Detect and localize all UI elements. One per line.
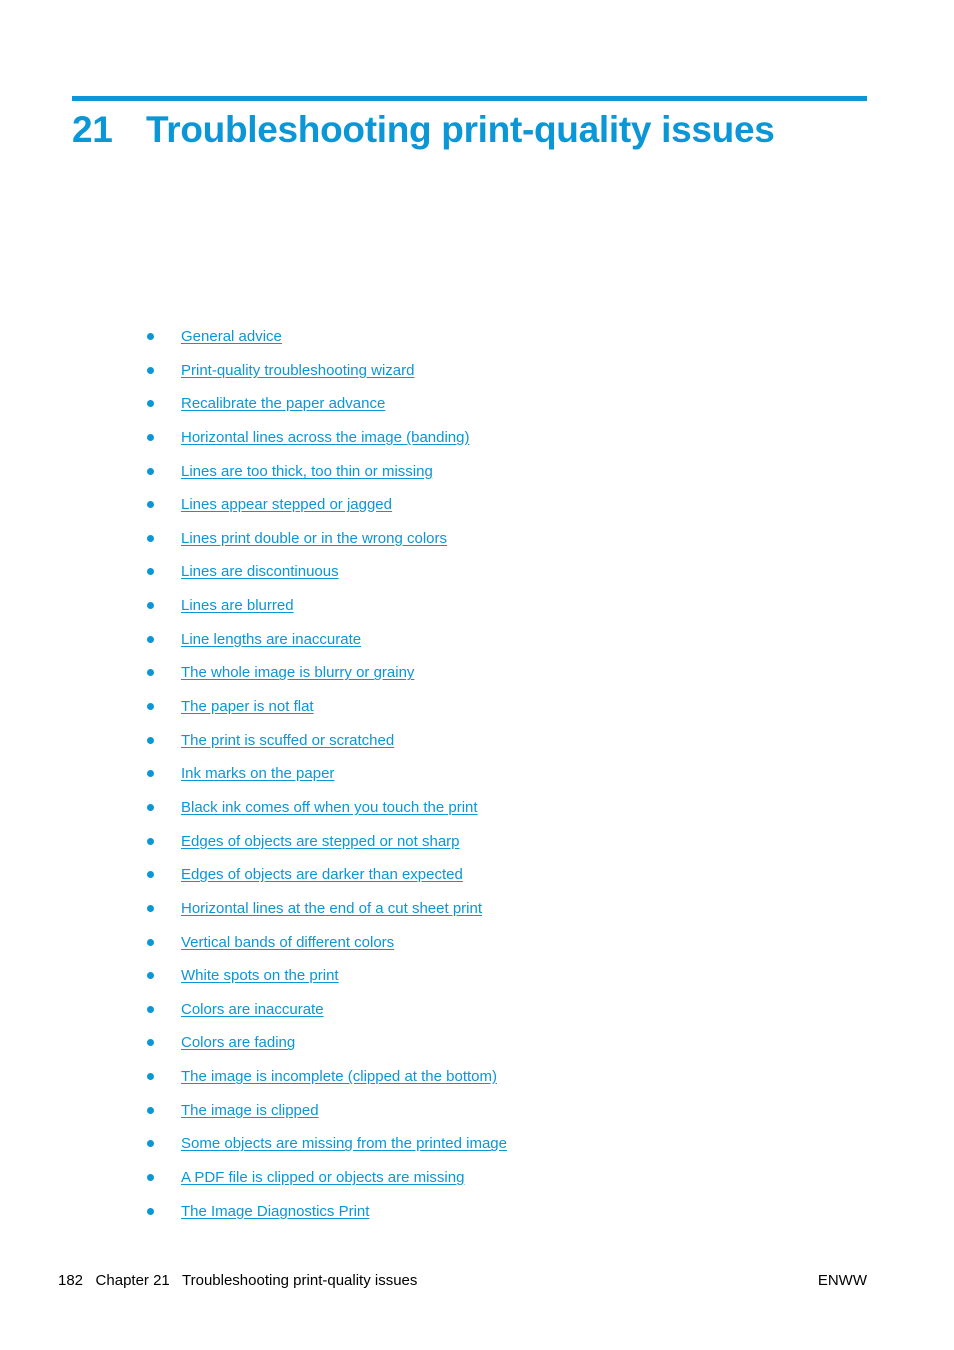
bullet-icon [147,804,154,811]
bullet-icon [147,1208,154,1215]
toc-link[interactable]: Lines are discontinuous [181,563,339,581]
toc-link[interactable]: Print-quality troubleshooting wizard [181,361,415,379]
toc-link[interactable]: Colors are fading [181,1034,296,1052]
bullet-icon [147,636,154,643]
bullet-icon [147,1140,154,1147]
toc-link[interactable]: The whole image is blurry or grainy [181,664,415,682]
chapter-title: Troubleshooting print-quality issues [146,109,775,150]
bullet-icon [147,939,154,946]
bullet-icon [147,602,154,609]
page-footer [58,1270,867,1292]
toc-link[interactable]: Edges of objects are darker than expected [181,866,463,884]
toc-link[interactable]: Lines are blurred [181,597,294,615]
bullet-icon [147,400,154,407]
toc-link[interactable]: Colors are inaccurate [181,1000,324,1018]
chapter-top-rule [72,96,867,101]
toc-link[interactable]: Lines print double or in the wrong colors [181,529,447,547]
bullet-icon [147,871,154,878]
bullet-icon [147,468,154,475]
bullet-icon [147,972,154,979]
bullet-icon [147,703,154,710]
footer-chapter-label: Chapter 21 [95,1272,170,1289]
toc-link[interactable]: Ink marks on the paper [181,765,335,783]
toc-link[interactable]: The image is incomplete (clipped at the bottom) [181,1068,497,1086]
toc-link[interactable]: The print is scuffed or scratched [181,731,395,749]
chapter-number: 21 [72,109,113,150]
bullet-icon [147,905,154,912]
toc-link[interactable]: Edges of objects are stepped or not sharp [181,832,460,850]
toc-link[interactable]: Some objects are missing from the printed image [181,1135,507,1153]
footer-page-number: 182 [58,1272,84,1289]
bullet-icon [147,568,154,575]
bullet-icon [147,367,154,374]
bullet-icon [147,501,154,508]
bullet-icon [147,1006,154,1013]
toc-link[interactable]: A PDF file is clipped or objects are missing [181,1169,465,1187]
bullet-icon [147,770,154,777]
bullet-icon [147,434,154,441]
bullet-icon [147,838,154,845]
bullet-icon [147,1039,154,1046]
toc-link[interactable]: White spots on the print [181,967,339,985]
bullet-icon [147,1107,154,1114]
footer-chapter-title: Troubleshooting print-quality issues [182,1272,418,1289]
bullet-icon [147,669,154,676]
footer-left [58,1270,417,1292]
toc-link[interactable]: Line lengths are inaccurate [181,630,362,648]
toc-link[interactable]: The Image Diagnostics Print [181,1202,370,1220]
bullet-icon [147,333,154,340]
toc-link[interactable]: Lines appear stepped or jagged [181,496,392,514]
bullet-icon [147,1174,154,1181]
bullet-icon [147,737,154,744]
toc-link[interactable]: Vertical bands of different colors [181,933,395,951]
bullet-icon [147,1073,154,1080]
toc-link[interactable]: The paper is not flat [181,698,314,716]
toc-link[interactable]: Horizontal lines at the end of a cut sheet print [181,899,483,917]
toc-link[interactable]: Horizontal lines across the image (banding) [181,428,470,446]
toc-link[interactable]: Black ink comes off when you touch the print [181,798,478,816]
bullet-icon [147,535,154,542]
toc-link[interactable]: Recalibrate the paper advance [181,395,386,413]
toc-link[interactable]: General advice [181,328,282,345]
toc-link[interactable]: Lines are too thick, too thin or missing [181,462,433,480]
footer-doc-code: ENWW [817,1272,867,1289]
chapter-heading [72,106,775,154]
toc-link[interactable]: The image is clipped [181,1101,319,1119]
